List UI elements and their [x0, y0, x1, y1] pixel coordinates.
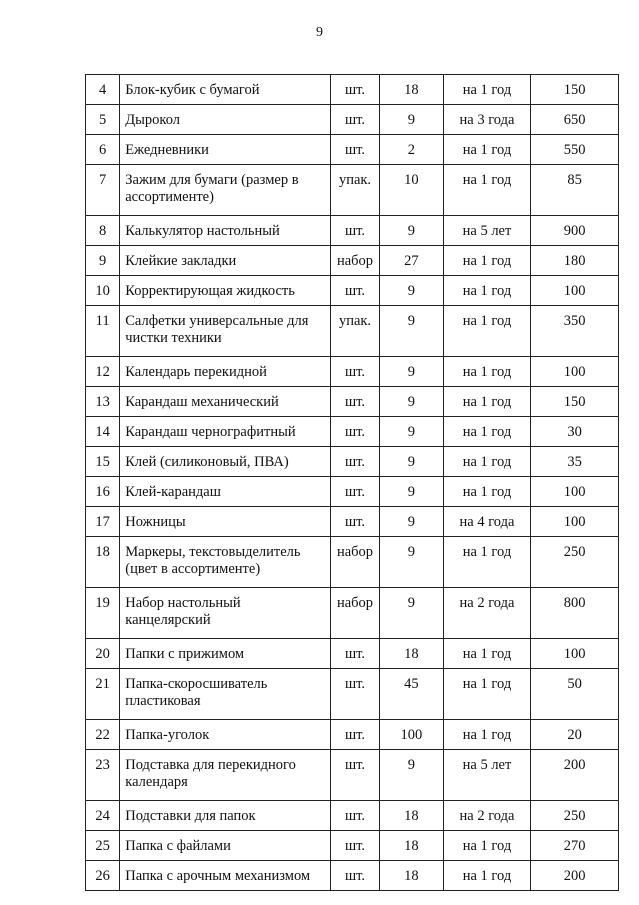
table-row — [86, 588, 619, 639]
table-row — [86, 639, 619, 669]
quantity-cell: 27 — [380, 246, 443, 276]
price-cell: 50 — [531, 669, 619, 720]
page-number: 9 — [316, 25, 323, 40]
table-row — [86, 216, 619, 246]
item-name-cell: Калькулятор настольный — [120, 216, 331, 246]
quantity-cell: 9 — [380, 105, 443, 135]
row-number-cell: 22 — [86, 720, 120, 750]
price-cell: 200 — [531, 861, 619, 891]
unit-of-measure-cell: упак. — [330, 165, 379, 216]
item-name-cell: Клейкие закладки — [120, 246, 331, 276]
item-name-cell: Карандаш чернографитный — [120, 417, 331, 447]
item-name-cell: Календарь перекидной — [120, 357, 331, 387]
usage-period-cell: на 1 год — [443, 477, 531, 507]
table-row — [86, 669, 619, 720]
item-name-cell: Карандаш механический — [120, 387, 331, 417]
table-row — [86, 507, 619, 537]
quantity-cell: 9 — [380, 537, 443, 588]
row-number-cell: 4 — [86, 75, 120, 105]
quantity-cell: 9 — [380, 216, 443, 246]
usage-period-cell: на 3 года — [443, 105, 531, 135]
usage-period-cell: на 1 год — [443, 246, 531, 276]
table-body — [86, 75, 619, 891]
usage-period-cell: на 2 года — [443, 588, 531, 639]
price-cell: 250 — [531, 801, 619, 831]
item-name-cell: Зажим для бумаги (размер в ассортименте) — [120, 165, 331, 216]
table-row — [86, 750, 619, 801]
table-row — [86, 447, 619, 477]
usage-period-cell: на 2 года — [443, 801, 531, 831]
row-number-cell: 14 — [86, 417, 120, 447]
usage-period-cell: на 1 год — [443, 720, 531, 750]
usage-period-cell: на 1 год — [443, 417, 531, 447]
item-name-cell: Папка с арочным механизмом — [120, 861, 331, 891]
item-name-cell: Клей (силиконовый, ПВА) — [120, 447, 331, 477]
row-number-cell: 7 — [86, 165, 120, 216]
row-number-cell: 15 — [86, 447, 120, 477]
price-cell: 550 — [531, 135, 619, 165]
price-cell: 270 — [531, 831, 619, 861]
item-name-cell: Дырокол — [120, 105, 331, 135]
usage-period-cell: на 1 год — [443, 831, 531, 861]
usage-period-cell: на 1 год — [443, 537, 531, 588]
item-name-cell: Ежедневники — [120, 135, 331, 165]
table-row — [86, 417, 619, 447]
quantity-cell: 2 — [380, 135, 443, 165]
table-row — [86, 306, 619, 357]
price-cell: 100 — [531, 357, 619, 387]
row-number-cell: 10 — [86, 276, 120, 306]
item-name-cell: Набор настольный канцелярский — [120, 588, 331, 639]
usage-period-cell: на 1 год — [443, 639, 531, 669]
quantity-cell: 9 — [380, 387, 443, 417]
unit-of-measure-cell: шт. — [330, 417, 379, 447]
item-name-cell: Корректирующая жидкость — [120, 276, 331, 306]
price-cell: 150 — [531, 75, 619, 105]
row-number-cell: 17 — [86, 507, 120, 537]
usage-period-cell: на 1 год — [443, 447, 531, 477]
price-cell: 180 — [531, 246, 619, 276]
price-cell: 100 — [531, 507, 619, 537]
quantity-cell: 9 — [380, 417, 443, 447]
table-row — [86, 720, 619, 750]
unit-of-measure-cell: шт. — [330, 720, 379, 750]
unit-of-measure-cell: упак. — [330, 306, 379, 357]
supply-table — [85, 74, 619, 891]
item-name-cell: Блок-кубик с бумагой — [120, 75, 331, 105]
row-number-cell: 25 — [86, 831, 120, 861]
price-cell: 100 — [531, 276, 619, 306]
unit-of-measure-cell: набор — [330, 588, 379, 639]
table-row — [86, 801, 619, 831]
quantity-cell: 9 — [380, 507, 443, 537]
row-number-cell: 8 — [86, 216, 120, 246]
quantity-cell: 18 — [380, 861, 443, 891]
item-name-cell: Папка-скоросшиватель пластиковая — [120, 669, 331, 720]
price-cell: 35 — [531, 447, 619, 477]
table-row — [86, 537, 619, 588]
usage-period-cell: на 1 год — [443, 387, 531, 417]
price-cell: 200 — [531, 750, 619, 801]
table-row — [86, 357, 619, 387]
item-name-cell: Папки с прижимом — [120, 639, 331, 669]
item-name-cell: Подставка для перекидного календаря — [120, 750, 331, 801]
row-number-cell: 11 — [86, 306, 120, 357]
unit-of-measure-cell: шт. — [330, 357, 379, 387]
table-row — [86, 387, 619, 417]
quantity-cell: 18 — [380, 801, 443, 831]
row-number-cell: 9 — [86, 246, 120, 276]
row-number-cell: 6 — [86, 135, 120, 165]
row-number-cell: 20 — [86, 639, 120, 669]
price-cell: 800 — [531, 588, 619, 639]
unit-of-measure-cell: шт. — [330, 639, 379, 669]
table-row — [86, 477, 619, 507]
price-cell: 100 — [531, 477, 619, 507]
unit-of-measure-cell: набор — [330, 537, 379, 588]
usage-period-cell: на 1 год — [443, 135, 531, 165]
item-name-cell: Ножницы — [120, 507, 331, 537]
unit-of-measure-cell: шт. — [330, 750, 379, 801]
item-name-cell: Папка-уголок — [120, 720, 331, 750]
row-number-cell: 23 — [86, 750, 120, 801]
quantity-cell: 9 — [380, 588, 443, 639]
unit-of-measure-cell: набор — [330, 246, 379, 276]
usage-period-cell: на 1 год — [443, 306, 531, 357]
price-cell: 30 — [531, 417, 619, 447]
price-cell: 150 — [531, 387, 619, 417]
quantity-cell: 18 — [380, 639, 443, 669]
usage-period-cell: на 1 год — [443, 75, 531, 105]
price-cell: 650 — [531, 105, 619, 135]
row-number-cell: 5 — [86, 105, 120, 135]
unit-of-measure-cell: шт. — [330, 669, 379, 720]
table-row — [86, 246, 619, 276]
price-cell: 900 — [531, 216, 619, 246]
row-number-cell: 18 — [86, 537, 120, 588]
quantity-cell: 9 — [380, 276, 443, 306]
row-number-cell: 21 — [86, 669, 120, 720]
unit-of-measure-cell: шт. — [330, 507, 379, 537]
usage-period-cell: на 1 год — [443, 861, 531, 891]
quantity-cell: 9 — [380, 750, 443, 801]
row-number-cell: 13 — [86, 387, 120, 417]
usage-period-cell: на 4 года — [443, 507, 531, 537]
item-name-cell: Папка с файлами — [120, 831, 331, 861]
quantity-cell: 10 — [380, 165, 443, 216]
unit-of-measure-cell: шт. — [330, 801, 379, 831]
usage-period-cell: на 1 год — [443, 165, 531, 216]
price-cell: 250 — [531, 537, 619, 588]
unit-of-measure-cell: шт. — [330, 105, 379, 135]
quantity-cell: 18 — [380, 75, 443, 105]
quantity-cell: 9 — [380, 447, 443, 477]
quantity-cell: 9 — [380, 306, 443, 357]
usage-period-cell: на 1 год — [443, 669, 531, 720]
table-row — [86, 831, 619, 861]
unit-of-measure-cell: шт. — [330, 387, 379, 417]
table-row — [86, 105, 619, 135]
usage-period-cell: на 5 лет — [443, 216, 531, 246]
quantity-cell: 18 — [380, 831, 443, 861]
unit-of-measure-cell: шт. — [330, 276, 379, 306]
price-cell: 100 — [531, 639, 619, 669]
unit-of-measure-cell: шт. — [330, 135, 379, 165]
row-number-cell: 19 — [86, 588, 120, 639]
price-cell: 85 — [531, 165, 619, 216]
row-number-cell: 16 — [86, 477, 120, 507]
table-row — [86, 276, 619, 306]
unit-of-measure-cell: шт. — [330, 216, 379, 246]
usage-period-cell: на 1 год — [443, 357, 531, 387]
table-row — [86, 861, 619, 891]
quantity-cell: 9 — [380, 357, 443, 387]
price-cell: 20 — [531, 720, 619, 750]
quantity-cell: 9 — [380, 477, 443, 507]
quantity-cell: 45 — [380, 669, 443, 720]
item-name-cell: Салфетки универсальные для чистки техники — [120, 306, 331, 357]
table-row — [86, 165, 619, 216]
usage-period-cell: на 5 лет — [443, 750, 531, 801]
quantity-cell: 100 — [380, 720, 443, 750]
row-number-cell: 26 — [86, 861, 120, 891]
row-number-cell: 24 — [86, 801, 120, 831]
row-number-cell: 12 — [86, 357, 120, 387]
unit-of-measure-cell: шт. — [330, 861, 379, 891]
price-cell: 350 — [531, 306, 619, 357]
unit-of-measure-cell: шт. — [330, 477, 379, 507]
item-name-cell: Клей-карандаш — [120, 477, 331, 507]
unit-of-measure-cell: шт. — [330, 75, 379, 105]
item-name-cell: Маркеры, текстовыделитель (цвет в ассортименте) — [120, 537, 331, 588]
unit-of-measure-cell: шт. — [330, 447, 379, 477]
unit-of-measure-cell: шт. — [330, 831, 379, 861]
usage-period-cell: на 1 год — [443, 276, 531, 306]
table-row — [86, 75, 619, 105]
item-name-cell: Подставки для папок — [120, 801, 331, 831]
table-row — [86, 135, 619, 165]
